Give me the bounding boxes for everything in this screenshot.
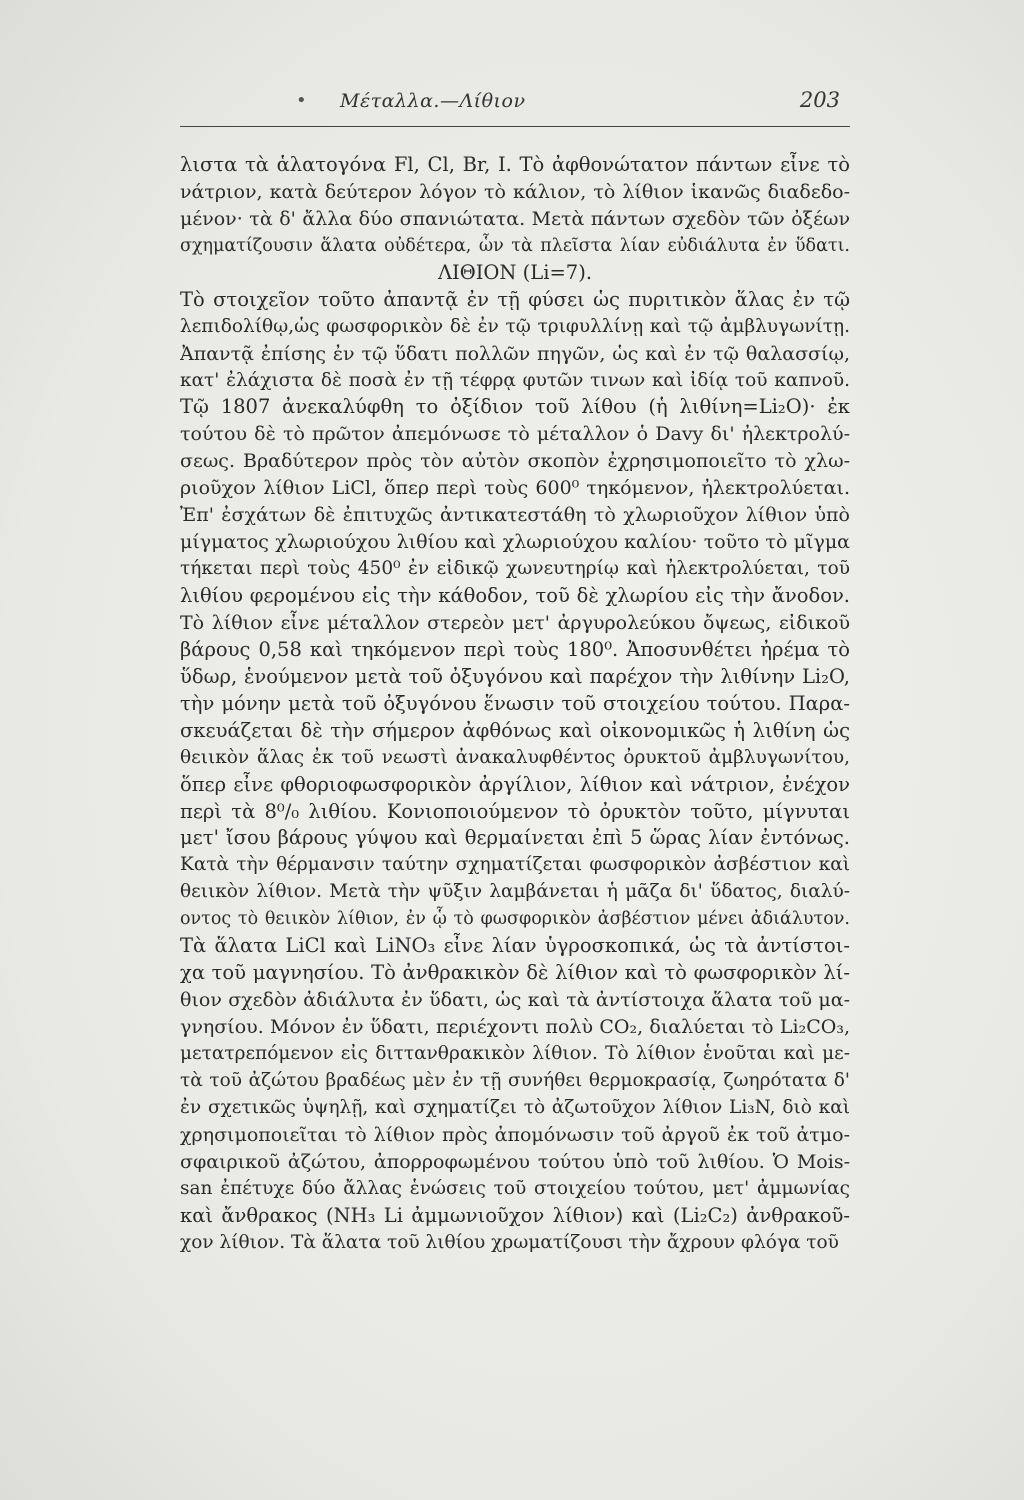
text-line: χα τοῦ μαγνησίου. Τὸ ἀνθρακικὸν δὲ λίθιον καὶ τὸ φωσφορικὸν λί- bbox=[180, 961, 850, 985]
text-line: ὅπερ εἶνε φθοριοφωσφορικὸν ἀργίλιον, λίθιον καὶ νάτριον, ἐνέχον bbox=[180, 772, 850, 796]
text-line: βάρους 0,58 καὶ τηκόμενον περὶ τοὺς 180⁰. Ἀποσυνθέτει ἠρέμα τὸ bbox=[180, 637, 850, 661]
text-line: Τὸ στοιχεῖον τοῦτο ἀπαντᾷ ἐν τῇ φύσει ὡς πυριτικὸν ἅλας ἐν τῷ bbox=[180, 287, 850, 311]
text-line: λιθίου φερομένου εἰς τὴν κάθοδον, τοῦ δὲ χλωρίου εἰς τὴν ἄνοδον. bbox=[180, 584, 850, 607]
text-line: θιον σχεδὸν ἀδιάλυτα ἐν ὕδατι, ὡς καὶ τὰ ἀντίστοιχα ἅλατα τοῦ μα- bbox=[180, 989, 850, 1012]
text-line: οντος τὸ θειικὸν λίθιον, ἐν ᾧ τὸ φωσφορικὸν ἀσβέστιον μένει ἀδιάλυτον. bbox=[180, 909, 850, 930]
page-header bbox=[180, 84, 850, 124]
text-line: λεπιδολίθῳ,ὡς φωσφορικὸν δὲ ἐν τῷ τριφυλλίνῃ καὶ τῷ ἀμβλυγωνίτῃ. bbox=[180, 315, 850, 337]
text-line: θειικὸν λίθιον. Μετὰ τὴν ψῦξιν λαμβάνεται ἡ μᾶζα δι' ὕδατος, διαλύ- bbox=[180, 881, 850, 903]
text-line: σκευάζεται δὲ τὴν σήμερον ἀφθόνως καὶ οἰκονομικῶς ἡ λιθίνη ὡς bbox=[180, 718, 850, 742]
text-line: μετατρεπόμενον εἰς διττανθρακικὸν λίθιον. Τὸ λίθιον ἑνοῦται καὶ με- bbox=[180, 1042, 850, 1064]
text-line: λιστα τὰ ἁλατογόνα Fl, Cl, Br, I. Τὸ ἀφθονώτατον πάντων εἶνε τὸ bbox=[180, 153, 850, 176]
running-title: Μέταλλα.—Λίθιον bbox=[340, 90, 526, 112]
text-line: μετ' ἴσου βάρους γύψου καὶ θερμαίνεται ἐπὶ 5 ὥρας λίαν ἐντόνως. bbox=[180, 826, 850, 850]
text-line: ἐν σχετικῶς ὑψηλῇ, καὶ σχηματίζει τὸ ἀζωτοῦχον λίθιον Li₃N, διὸ καὶ bbox=[180, 1096, 850, 1118]
text-line: Τὰ ἅλατα LiCl καὶ LiNO₃ εἶνε λίαν ὑγροσκοπικά, ὡς τὰ ἀντίστοι- bbox=[180, 934, 850, 958]
text-line: Τῷ 1807 ἀνεκαλύφθη το ὀξίδιον τοῦ λίθου (ἡ λιθίνη=Li₂O)· ἐκ bbox=[180, 395, 850, 419]
text-line: χρησιμοποιεῖται τὸ λίθιον πρὸς ἀπομόνωσιν τοῦ ἀργοῦ ἐκ τοῦ ἀτμο- bbox=[180, 1123, 850, 1146]
text-line: καὶ ἄνθρακος (NH₃ Li ἀμμωνιοῦχον λίθιον) καὶ (Li₂C₂) ἀνθρακοῦ- bbox=[180, 1203, 850, 1227]
body-text bbox=[180, 152, 850, 1256]
text-line: τήκεται περὶ τοὺς 450⁰ ἐν εἰδικῷ χωνευτηρίῳ καὶ ἠλεκτρολύεται, τοῦ bbox=[180, 558, 850, 580]
text-line: γνησίου. Μόνον ἐν ὕδατι, περιέχοντι πολὺ CO₂, διαλύεται τὸ Li₂CO₃, bbox=[180, 1016, 850, 1038]
text-line: περὶ τὰ 8⁰/₀ λιθίου. Κονιοποιούμενον τὸ ὀρυκτὸν τοῦτο, μίγνυται bbox=[180, 799, 850, 823]
header-dot: • bbox=[296, 90, 307, 111]
text-line: Ἐπ' ἐσχάτων δὲ ἐπιτυχῶς ἀντικατεστάθη τὸ χλωριοῦχον λίθιον ὑπὸ bbox=[180, 504, 850, 527]
text-line: μίγματος χλωριούχου λιθίου καὶ χλωριούχου καλίου· τοῦτο τὸ μῖγμα bbox=[180, 531, 850, 554]
text-line: Κατὰ τὴν θέρμανσιν ταύτην σχηματίζεται φωσφορικὸν ἀσβέστιον καὶ bbox=[180, 854, 850, 876]
text-line: θειικὸν ἅλας ἐκ τοῦ νεωστὶ ἀνακαλυφθέντος ὀρυκτοῦ ἀμβλυγωνίτου, bbox=[180, 746, 850, 768]
text-line: τὰ τοῦ ἀζώτου βραδέως μὲν ἐν τῇ συνήθει θερμοκρασίᾳ, ζωηρότατα δ' bbox=[180, 1069, 850, 1091]
page-number: 203 bbox=[799, 88, 840, 112]
text-line: σεως. Βραδύτερον πρὸς τὸν αὐτὸν σκοπὸν ἐχρησιμοποιεῖτο τὸ χλω- bbox=[180, 450, 850, 473]
text-line: Ἀπαντᾷ ἐπίσης ἐν τῷ ὕδατι πολλῶν πηγῶν, ὡς καὶ ἐν τῷ θαλασσίῳ, bbox=[180, 342, 850, 365]
text-line: Τὸ λίθιον εἶνε μέταλλον στερεὸν μετ' ἀργυρολεύκου ὄψεως, εἰδικοῦ bbox=[180, 611, 850, 634]
text-line: τούτου δὲ τὸ πρῶτον ἀπεμόνωσε τὸ μέταλλον ὁ Davy δι' ἠλεκτρολύ- bbox=[180, 423, 850, 446]
text-line: μένον· τὰ δ' ἄλλα δύο σπανιώτατα. Μετὰ πάντων σχεδὸν τῶν ὀξέων bbox=[180, 207, 850, 230]
text-line: χον λίθιον. Τὰ ἅλατα τοῦ λιθίου χρωματίζουσι τὴν ἄχρουν φλόγα τοῦ bbox=[180, 1231, 839, 1253]
section-heading: ΛΙΘΙΟΝ (Li=7). bbox=[437, 260, 593, 284]
text-line: ὕδωρ, ἑνούμενον μετὰ τοῦ ὀξυγόνου καὶ παρέχον τὴν λιθίνην Li₂O, bbox=[180, 664, 850, 688]
header-rule bbox=[180, 126, 850, 127]
text-line: τὴν μόνην μετὰ τοῦ ὀξυγόνου ἕνωσιν τοῦ στοιχείου τούτου. Παρα- bbox=[180, 691, 850, 715]
text-line: σχηματίζουσιν ἅλατα οὐδέτερα, ὧν τὰ πλεῖστα λίαν εὐδιάλυτα ἐν ὕδατι. bbox=[180, 235, 850, 256]
text-line: κατ' ἐλάχιστα δὲ ποσὰ ἐν τῇ τέφρᾳ φυτῶν τινων καὶ ἰδίᾳ τοῦ καπνοῦ. bbox=[180, 369, 850, 391]
text-line: νάτριον, κατὰ δεύτερον λόγον τὸ κάλιον, τὸ λίθιον ἱκανῶς διαδεδο- bbox=[180, 180, 850, 203]
text-line: san ἐπέτυχε δύο ἄλλας ἑνώσεις τοῦ στοιχείου τούτου, μετ' ἀμμωνίας bbox=[180, 1177, 850, 1199]
text-line: σφαιρικοῦ ἀζώτου, ἀπορροφωμένου τούτου ὑπὸ τοῦ λιθίου. Ὁ Mois- bbox=[180, 1150, 850, 1173]
text-line: ριοῦχον λίθιον LiCl, ὅπερ περὶ τοὺς 600⁰ τηκόμενον, ἠλεκτρολύεται. bbox=[180, 477, 850, 500]
